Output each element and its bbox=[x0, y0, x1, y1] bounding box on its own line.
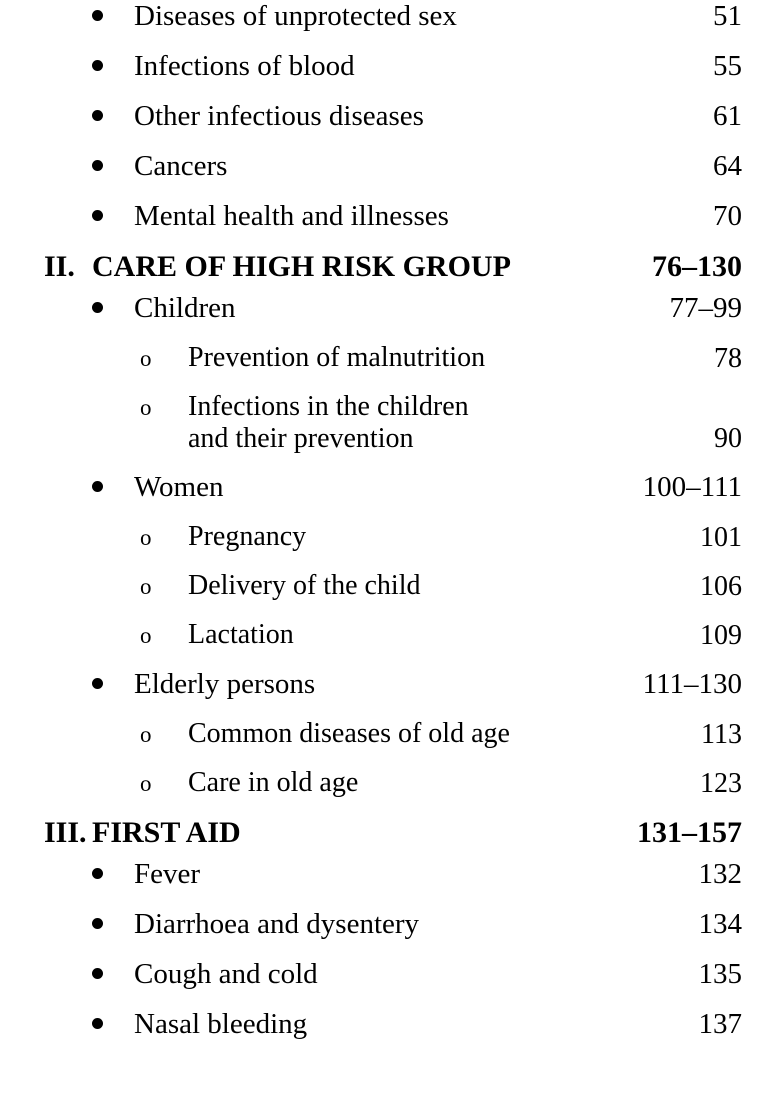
toc-entry-label: Diarrhoea and dysentery bbox=[134, 908, 420, 940]
toc-section-page: 131–157 bbox=[637, 816, 742, 849]
circle-marker-icon: o bbox=[140, 574, 152, 599]
toc-entry-page: 51 bbox=[713, 0, 742, 32]
toc-entry bbox=[0, 100, 780, 134]
toc-subentry-page: 101 bbox=[700, 522, 742, 553]
toc-subentry-label: Common diseases of old age bbox=[188, 718, 510, 749]
toc-section-numeral: II. bbox=[44, 250, 75, 283]
toc-subentry-label bbox=[188, 391, 714, 455]
toc-entry-page: 77–99 bbox=[669, 292, 742, 324]
toc-entry bbox=[0, 150, 780, 184]
toc-subentry-label-line1: Infections in the children bbox=[188, 391, 469, 422]
bullet-icon bbox=[92, 668, 134, 702]
toc-entry-label: Cough and cold bbox=[134, 958, 318, 990]
circle-marker-icon: o bbox=[140, 525, 152, 550]
bullet-icon bbox=[92, 958, 134, 992]
toc-entry bbox=[0, 200, 780, 234]
toc-entry-label: Mental health and illnesses bbox=[134, 200, 449, 232]
toc-subentry bbox=[0, 521, 780, 554]
toc-entry bbox=[0, 50, 780, 84]
toc-entry bbox=[0, 908, 780, 942]
toc-subentry bbox=[0, 619, 780, 652]
toc-entry-label: Children bbox=[134, 292, 236, 324]
bullet-icon bbox=[92, 50, 134, 84]
toc-section-label: CARE OF HIGH RISK GROUP bbox=[92, 250, 511, 283]
toc-subentry-label: Delivery of the child bbox=[188, 570, 421, 601]
toc-entry-label: Other infectious diseases bbox=[134, 100, 424, 132]
bullet-icon bbox=[92, 292, 134, 326]
toc-entry-page: 64 bbox=[713, 150, 742, 182]
toc-subentry bbox=[0, 570, 780, 603]
toc-entry-page: 100–111 bbox=[642, 471, 742, 503]
toc-entry-label: Diseases of unprotected sex bbox=[134, 0, 457, 32]
toc-subentry-label-line2: and their prevention bbox=[188, 423, 414, 454]
toc-section-label: FIRST AID bbox=[92, 816, 241, 849]
toc-entry bbox=[0, 668, 780, 702]
toc-entry-page: 61 bbox=[713, 100, 742, 132]
toc-entry-page: 137 bbox=[698, 1008, 742, 1040]
bullet-icon bbox=[92, 471, 134, 505]
toc-entry bbox=[0, 1008, 780, 1042]
toc-entry-label: Infections of blood bbox=[134, 50, 355, 82]
toc-subentry-page: 90 bbox=[714, 423, 742, 454]
toc-entry bbox=[0, 292, 780, 326]
toc-subentry bbox=[0, 718, 780, 751]
toc-entry bbox=[0, 471, 780, 505]
bullet-icon bbox=[92, 150, 134, 184]
toc-entry-page: 55 bbox=[713, 50, 742, 82]
toc-entry-label: Cancers bbox=[134, 150, 228, 182]
toc-subentry-page: 106 bbox=[700, 571, 742, 602]
toc-subentry bbox=[0, 767, 780, 800]
toc-entry-page: 70 bbox=[713, 200, 742, 232]
toc-entry bbox=[0, 0, 780, 34]
toc-subentry bbox=[0, 391, 780, 455]
toc-entry-page: 134 bbox=[698, 908, 742, 940]
bullet-icon bbox=[92, 908, 134, 942]
bullet-icon bbox=[92, 858, 134, 892]
toc-entry-label: Women bbox=[134, 471, 224, 503]
toc-subentry-label: Lactation bbox=[188, 619, 294, 650]
toc-entry bbox=[0, 858, 780, 892]
circle-marker-icon: o bbox=[140, 623, 152, 648]
toc-subentry-label: Prevention of malnutrition bbox=[188, 342, 486, 373]
toc-subentry-page: 113 bbox=[701, 719, 742, 750]
toc-section-page: 76–130 bbox=[652, 250, 742, 283]
toc-entry-page: 111–130 bbox=[642, 668, 742, 700]
toc-entry-label: Elderly persons bbox=[134, 668, 316, 700]
circle-marker-icon: o bbox=[140, 771, 152, 796]
toc-subentry-label: Care in old age bbox=[188, 767, 359, 798]
bullet-icon bbox=[92, 200, 134, 234]
toc-entry-page: 135 bbox=[698, 958, 742, 990]
circle-marker-icon: o bbox=[140, 395, 152, 420]
toc-subentry-page: 78 bbox=[714, 343, 742, 374]
toc-subentry-label: Pregnancy bbox=[188, 521, 307, 552]
toc-section-numeral: III. bbox=[44, 816, 87, 849]
toc-entry-page: 132 bbox=[698, 858, 742, 890]
toc-subentry bbox=[0, 342, 780, 375]
toc-section-heading bbox=[0, 250, 780, 284]
bullet-icon bbox=[92, 1008, 134, 1042]
bullet-icon bbox=[92, 100, 134, 134]
toc-entry-label: Fever bbox=[134, 858, 201, 890]
toc-subentry-page: 109 bbox=[700, 620, 742, 651]
toc-subentry-page: 123 bbox=[700, 768, 742, 799]
toc-entry-label: Nasal bleeding bbox=[134, 1008, 308, 1040]
toc-section-heading bbox=[0, 816, 780, 850]
bullet-icon bbox=[92, 0, 134, 34]
circle-marker-icon: o bbox=[140, 346, 152, 371]
circle-marker-icon: o bbox=[140, 722, 152, 747]
toc-entry bbox=[0, 958, 780, 992]
